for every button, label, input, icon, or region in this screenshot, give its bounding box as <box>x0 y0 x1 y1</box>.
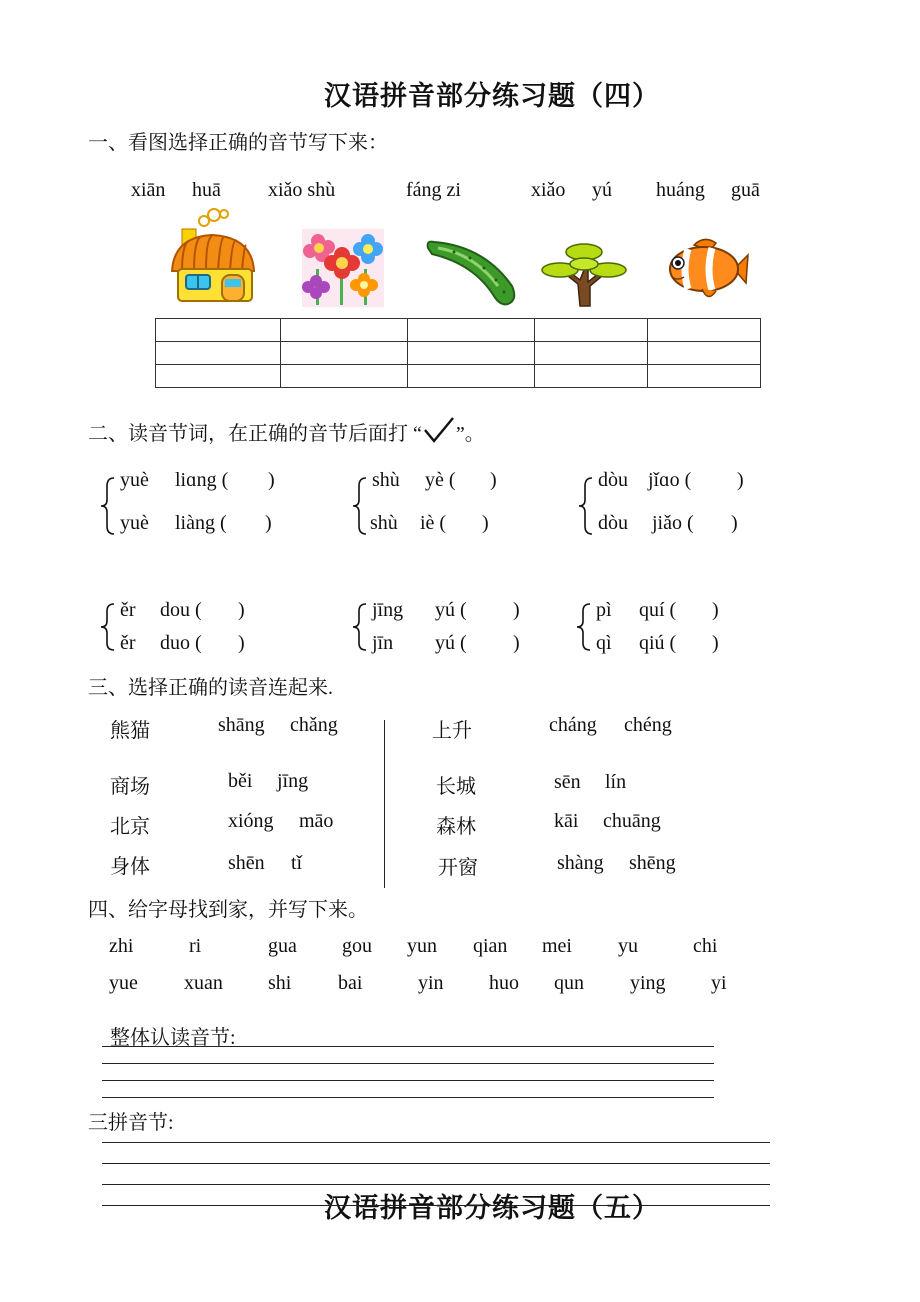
answer-grid <box>155 318 761 388</box>
answer-paren[interactable]: ) <box>490 469 497 491</box>
syllable: jīng <box>372 599 404 621</box>
brace-icon <box>576 476 596 536</box>
syllable: jiǎo ( <box>652 512 694 534</box>
pinyin-letter-group: shi <box>268 972 292 994</box>
syllable: yuè <box>120 512 149 534</box>
answer-paren[interactable]: ) <box>731 512 738 534</box>
pinyin-syllable: tǐ <box>291 852 303 874</box>
syllable: qiú ( <box>639 632 677 654</box>
answer-paren[interactable]: ) <box>513 632 520 654</box>
syllable: pì <box>596 599 612 621</box>
writing-line[interactable] <box>102 1184 770 1185</box>
pinyin-letter-group: qun <box>554 972 584 994</box>
pinyin-syllable: shāng <box>218 714 265 736</box>
answer-cell[interactable] <box>156 365 281 388</box>
pinyin-option: guā <box>731 179 760 201</box>
syllable: jīn <box>372 632 394 654</box>
answer-cell[interactable] <box>281 342 408 365</box>
writing-line[interactable] <box>102 1046 714 1047</box>
pinyin-syllable: māo <box>299 810 334 832</box>
chinese-word: 开窗 <box>438 857 478 879</box>
writing-line[interactable] <box>102 1163 770 1164</box>
pinyin-syllable: chuāng <box>603 810 661 832</box>
pinyin-letter-group: ying <box>630 972 666 994</box>
pinyin-syllable: shēng <box>629 852 676 874</box>
brace-icon <box>98 476 118 536</box>
pinyin-option: xiǎo shù <box>268 179 336 201</box>
answer-paren[interactable]: ) <box>737 469 744 491</box>
syllable: qì <box>596 632 612 654</box>
pinyin-syllable: sēn <box>554 771 581 793</box>
question-3-heading: 三、选择正确的读音连起来. <box>88 677 333 699</box>
pinyin-syllable: lín <box>605 771 627 793</box>
pinyin-letter-group: qian <box>473 935 508 957</box>
syllable: dòu <box>598 469 628 491</box>
pinyin-letter-group: yu <box>618 935 638 957</box>
answer-cell[interactable] <box>648 319 761 342</box>
pinyin-syllable: xióng <box>228 810 274 832</box>
syllable: shù <box>370 512 398 534</box>
pinyin-option: huáng <box>656 179 705 201</box>
answer-cell[interactable] <box>535 342 648 365</box>
syllable: yú ( <box>435 632 467 654</box>
pinyin-syllable: shàng <box>557 852 604 874</box>
pinyin-syllable: shēn <box>228 852 265 874</box>
pinyin-letter-group: yun <box>407 935 437 957</box>
writing-line[interactable] <box>102 1205 770 1206</box>
pinyin-option: xiǎo <box>531 179 566 201</box>
cucumber-picture <box>424 238 520 308</box>
pinyin-option: xiān <box>131 179 166 201</box>
writing-line[interactable] <box>102 1142 770 1143</box>
pinyin-letter-group: gua <box>268 935 297 957</box>
answer-cell[interactable] <box>281 319 408 342</box>
pinyin-letter-group: yue <box>109 972 138 994</box>
answer-cell[interactable] <box>281 365 408 388</box>
house-picture <box>168 207 260 307</box>
pinyin-option: huā <box>192 179 221 201</box>
answer-paren[interactable]: ) <box>238 632 245 654</box>
fish-picture <box>664 229 750 307</box>
question-1-heading: 一、看图选择正确的音节写下来： <box>88 132 388 154</box>
syllable: iè ( <box>420 512 447 534</box>
pinyin-letter-group: xuan <box>184 972 223 994</box>
syllable: yè ( <box>425 469 456 491</box>
answer-paren[interactable]: ) <box>268 469 275 491</box>
flowers-picture <box>302 229 384 307</box>
pinyin-letter-group: huo <box>489 972 519 994</box>
answer-cell[interactable] <box>408 365 535 388</box>
syllable: liɑng ( <box>175 469 229 491</box>
answer-cell[interactable] <box>648 342 761 365</box>
syllable: jǐɑo ( <box>648 469 692 491</box>
brace-icon <box>98 602 118 652</box>
pinyin-letter-group: yi <box>711 972 727 994</box>
pinyin-syllable: chéng <box>624 714 672 736</box>
answer-cell[interactable] <box>535 319 648 342</box>
pinyin-letter-group: bai <box>338 972 363 994</box>
chinese-word: 商场 <box>110 776 150 798</box>
chinese-word: 北京 <box>110 816 150 838</box>
chinese-word: 身体 <box>110 856 150 878</box>
pinyin-letter-group: mei <box>542 935 572 957</box>
syllable: liàng ( <box>175 512 227 534</box>
answer-paren[interactable]: ) <box>513 599 520 621</box>
writing-line[interactable] <box>102 1080 714 1081</box>
chinese-word: 熊猫 <box>110 720 150 742</box>
page-title: 汉语拼音部分练习题（四） <box>324 81 660 111</box>
whole-syllables-label: 整体认读音节: <box>110 1027 236 1049</box>
pinyin-syllable: jīng <box>277 770 309 792</box>
syllable: yuè <box>120 469 149 491</box>
answer-paren[interactable]: ) <box>265 512 272 534</box>
answer-cell[interactable] <box>156 342 281 365</box>
syllable: quí ( <box>639 599 677 621</box>
writing-line[interactable] <box>102 1063 714 1064</box>
pinyin-letter-group: chi <box>693 935 718 957</box>
syllable: dòu <box>598 512 628 534</box>
brace-icon <box>350 476 370 536</box>
pinyin-syllable: běi <box>228 770 253 792</box>
checkmark-icon <box>422 416 456 444</box>
answer-paren[interactable]: ) <box>238 599 245 621</box>
next-page-title: 汉语拼音部分练习题（五） <box>324 1193 660 1223</box>
syllable: ěr <box>120 599 136 621</box>
question-2-heading-suffix: ”。 <box>455 423 485 445</box>
brace-icon <box>574 602 594 652</box>
chinese-word: 上升 <box>432 720 472 742</box>
chinese-word: 森林 <box>436 816 476 838</box>
question-2-heading-prefix: 二、读音节词，在正确的音节后面打 “ <box>88 423 422 445</box>
answer-paren[interactable]: ) <box>712 599 719 621</box>
pinyin-option: yú <box>592 179 612 201</box>
question-2-heading <box>88 416 485 446</box>
answer-cell[interactable] <box>535 365 648 388</box>
pinyin-letter-group: yin <box>418 972 444 994</box>
pinyin-letter-group: zhi <box>109 935 134 957</box>
small-tree-picture <box>538 240 630 308</box>
syllable: dou ( <box>160 599 202 621</box>
answer-cell[interactable] <box>648 365 761 388</box>
syllable: yú ( <box>435 599 467 621</box>
answer-cell[interactable] <box>408 342 535 365</box>
writing-line[interactable] <box>102 1097 714 1098</box>
answer-cell[interactable] <box>408 319 535 342</box>
syllable: duo ( <box>160 632 202 654</box>
pinyin-syllable: kāi <box>554 810 579 832</box>
pinyin-letter-group: gou <box>342 935 372 957</box>
chinese-word: 长城 <box>436 776 476 798</box>
brace-icon <box>350 602 370 652</box>
pinyin-option: fáng zi <box>406 179 461 201</box>
answer-cell[interactable] <box>156 319 281 342</box>
column-divider <box>384 720 385 888</box>
pinyin-letter-group: ri <box>189 935 202 957</box>
pinyin-syllable: cháng <box>549 714 597 736</box>
syllable: shù <box>372 469 400 491</box>
three-part-syllables-label: 三拼音节: <box>88 1112 174 1134</box>
answer-paren[interactable]: ) <box>482 512 489 534</box>
answer-paren[interactable]: ) <box>712 632 719 654</box>
pinyin-syllable: chǎng <box>290 714 338 736</box>
question-4-heading: 四、给字母找到家，并写下来。 <box>88 899 368 921</box>
syllable: ěr <box>120 632 136 654</box>
